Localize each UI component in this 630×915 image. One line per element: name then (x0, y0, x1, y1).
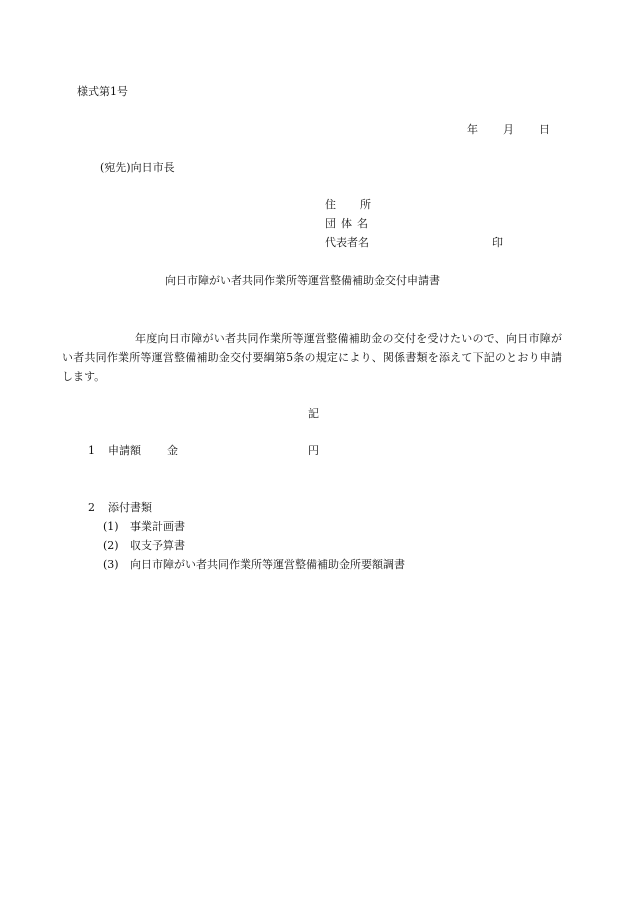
amount-kin-label: 金 (167, 444, 178, 457)
date-year-label: 年 (467, 123, 478, 136)
attachment-number: (1) (103, 520, 119, 533)
addressee: (宛先)向日市長 (100, 161, 175, 174)
item-number: 2 (88, 501, 95, 514)
attachment-label: 収支予算書 (130, 539, 185, 552)
form-number: 様式第1号 (77, 85, 128, 98)
representative-label: 代表者名 (325, 236, 369, 249)
attachment-number: (2) (103, 539, 119, 552)
document-title: 向日市障がい者共同作業所等運営整備補助金交付申請書 (165, 274, 440, 287)
item-number: 1 (88, 444, 95, 457)
amount-yen-label: 円 (308, 444, 319, 457)
attachment-label: 事業計画書 (130, 520, 185, 533)
organization-label: 団体名 (325, 217, 373, 230)
address-label: 住所 (325, 198, 395, 211)
body-paragraph: 年度向日市障がい者共同作業所等運営整備補助金の交付を受けたいので、向日市障がい者共同作業所等運営整備補助金交付要綱第5条の規定により、関係書類を添えて下記のとおり申請します。 (62, 332, 562, 383)
attachment-label: 向日市障がい者共同作業所等運営整備補助金所要額調書 (130, 558, 405, 571)
item-label: 添付書類 (108, 501, 152, 514)
ki-heading: 記 (308, 407, 319, 420)
date-day-label: 日 (539, 123, 550, 136)
item-label: 申請額 (108, 444, 141, 457)
attachment-number: (3) (103, 558, 119, 571)
seal-label: 印 (492, 236, 503, 249)
date-month-label: 月 (503, 123, 514, 136)
